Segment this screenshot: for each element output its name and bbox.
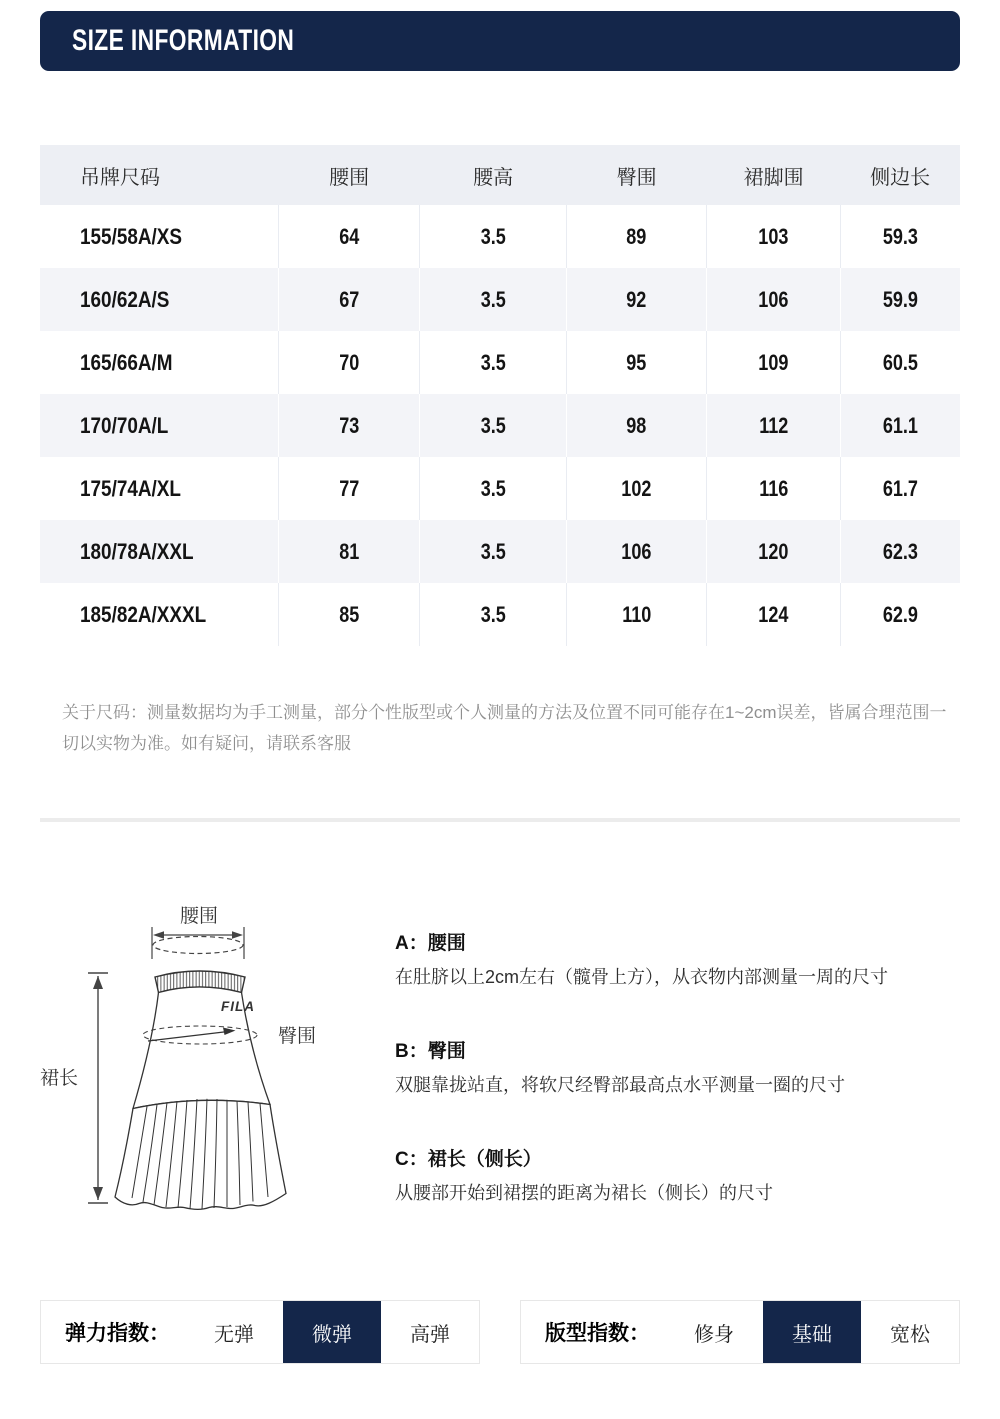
fit-index-label: 版型指数： — [545, 1322, 650, 1345]
size-label: 180/78A/XXL — [80, 538, 194, 564]
cell-value: 3.5 — [480, 349, 506, 375]
cell-value: 70 — [339, 349, 360, 375]
cell-value: 60.5 — [882, 349, 918, 375]
cell-value: 61.7 — [882, 475, 918, 501]
cell-value: 95 — [626, 349, 647, 375]
table-row — [40, 394, 960, 457]
fit-option-basic: 基础 — [763, 1301, 861, 1363]
table-row — [40, 520, 960, 583]
length-label: 裙长 — [40, 1068, 79, 1089]
cell-value: 89 — [626, 223, 647, 249]
cell-value: 59.3 — [882, 223, 918, 249]
cell-value: 112 — [759, 412, 789, 438]
guide-title: C：裙长（侧长） — [395, 1149, 542, 1171]
table-row — [40, 268, 960, 331]
waist-measure-ellipse — [153, 937, 243, 954]
size-table — [40, 145, 960, 646]
cell-value: 110 — [622, 601, 652, 627]
cell-value: 64 — [339, 223, 360, 249]
length-dimension-line — [88, 973, 108, 1203]
size-label: 155/58A/XS — [80, 223, 183, 249]
size-label: 170/70A/L — [80, 412, 169, 438]
cell-value: 81 — [339, 538, 360, 564]
guide-title: B：臀围 — [395, 1041, 466, 1063]
elasticity-option-none: 无弹 — [214, 1323, 254, 1346]
cell-value: 3.5 — [480, 223, 506, 249]
cell-value: 73 — [339, 412, 360, 438]
cell-value: 3.5 — [480, 538, 506, 564]
elasticity-option-high: 高弹 — [410, 1323, 450, 1346]
cell-value: 77 — [339, 475, 360, 501]
page-title: SIZE INFORMATION — [72, 24, 295, 57]
fit-index-bar — [520, 1300, 960, 1364]
cell-value: 85 — [339, 601, 360, 627]
size-note: 关于尺码：测量数据均为手工测量，部分个性版型或个人测量的方法及位置不同可能存在1~2cm误差，皆属合理范围一切以实物为准。如有疑问，请联系客服 — [62, 703, 947, 754]
guide-item-hip — [395, 1036, 985, 1098]
table-row — [40, 583, 960, 646]
elasticity-option-slight: 微弹 — [283, 1301, 381, 1363]
section-divider — [40, 818, 960, 822]
col-header-waist: 腰围 — [329, 166, 370, 189]
cell-value: 103 — [758, 223, 789, 249]
elasticity-index-label: 弹力指数： — [65, 1322, 170, 1345]
guide-desc: 双腿靠拢站直，将软尺经臀部最高点水平测量一圈的尺寸 — [395, 1075, 845, 1096]
guide-title: A：腰围 — [395, 933, 466, 954]
cell-value: 61.1 — [882, 412, 918, 438]
cell-value: 3.5 — [480, 601, 506, 627]
fit-option-loose: 宽松 — [890, 1323, 930, 1346]
cell-value: 3.5 — [480, 475, 506, 501]
cell-value: 109 — [758, 349, 789, 375]
cell-value: 3.5 — [480, 412, 506, 438]
cell-value: 102 — [621, 475, 652, 501]
cell-value: 92 — [626, 286, 647, 312]
waist-label: 腰围 — [179, 906, 219, 927]
col-header-waistband-height: 腰高 — [473, 166, 514, 189]
cell-value: 116 — [759, 475, 789, 501]
guide-desc: 从腰部开始到裙摆的距离为裙长（侧长）的尺寸 — [395, 1183, 773, 1204]
length-arrowhead-top — [93, 976, 103, 989]
table-row — [40, 205, 960, 268]
col-header-side-length: 侧边长 — [870, 166, 931, 189]
col-header-hip: 臀围 — [616, 166, 657, 189]
guide-item-length — [395, 1144, 985, 1206]
cell-value: 124 — [758, 601, 789, 627]
table-row — [40, 331, 960, 394]
cell-value: 3.5 — [480, 286, 506, 312]
col-header-tag-size: 吊牌尺码 — [80, 166, 160, 189]
size-label: 185/82A/XXXL — [80, 601, 207, 627]
measure-guide — [395, 928, 985, 1206]
table-row — [40, 457, 960, 520]
skirt-flounce — [115, 1100, 286, 1209]
col-header-hem: 裙脚围 — [743, 166, 804, 189]
elasticity-index-bar — [40, 1300, 480, 1364]
guide-desc: 在肚脐以上2cm左右（髋骨上方），从衣物内部测量一周的尺寸 — [395, 967, 889, 987]
section-header-bar — [40, 11, 960, 71]
cell-value: 62.3 — [882, 538, 918, 564]
waist-dimension-arrow — [152, 927, 244, 959]
cell-value: 62.9 — [882, 601, 918, 627]
cell-value: 59.9 — [882, 286, 918, 312]
fit-option-slim: 修身 — [694, 1323, 734, 1346]
cell-value: 67 — [339, 286, 360, 312]
cell-value: 120 — [758, 538, 789, 564]
length-arrowhead-bottom — [93, 1187, 103, 1200]
size-label: 175/74A/XL — [80, 475, 181, 501]
waist-arrowhead-right — [232, 931, 243, 939]
waist-arrowhead-left — [153, 931, 164, 939]
cell-value: 98 — [626, 412, 647, 438]
guide-item-waist — [395, 928, 985, 990]
cell-value: 106 — [758, 286, 789, 312]
hip-label: 臀围 — [278, 1026, 317, 1047]
skirt-measurement-diagram — [35, 880, 335, 1225]
size-label: 160/62A/S — [80, 286, 170, 312]
size-label: 165/66A/M — [80, 349, 173, 375]
fila-logo: FILA — [221, 999, 255, 1014]
cell-value: 106 — [621, 538, 652, 564]
table-header-row — [40, 145, 960, 205]
